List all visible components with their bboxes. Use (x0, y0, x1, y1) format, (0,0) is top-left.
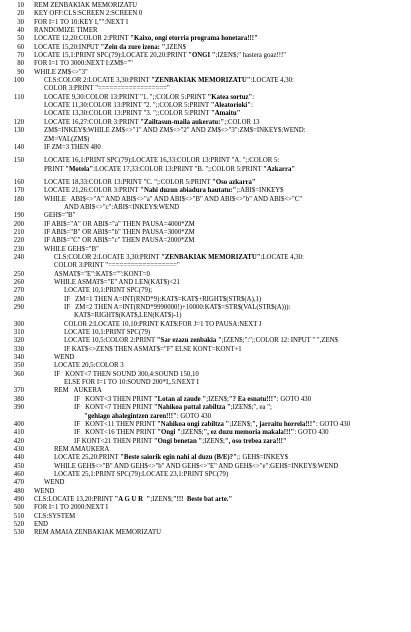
code-segment: : GOTO 430 (176, 412, 211, 420)
code-segment: ZM$=INKEY$:WHILE ZM$<>"1" AND ZM$<>"2" AND ZM$<>"3":ZM$=INKEY$:WEND: (44, 127, 306, 135)
code-line (0, 362, 411, 370)
code-line (0, 337, 411, 345)
code-segment: ;IZEN$;" hastera goaz!!!" (215, 52, 287, 60)
string-literal: "Katea sortuz" (207, 93, 253, 101)
code-line (0, 521, 411, 529)
code-line (0, 396, 411, 404)
string-literal: "Nahikoa ongi zabiltza " (157, 420, 230, 428)
code-text (34, 279, 411, 287)
code-line (0, 110, 411, 118)
code-text (34, 454, 411, 462)
line-number: 440 (13, 454, 24, 462)
code-text (34, 157, 411, 165)
code-text (34, 379, 411, 387)
string-literal: "Nahikoa pattal zabiltza " (153, 404, 231, 412)
code-segment: LOCATE 10,1:PRINT SPC(79); (64, 287, 153, 295)
code-segment: LOCATE 25,20:PRINT (54, 454, 121, 462)
code-segment: LOCATE 10,1:PRINT SPC(79) (64, 329, 151, 337)
line-number: 180 (13, 195, 24, 203)
code-segment: LOCATE 21,26:COLOR 3:PRINT (44, 187, 141, 195)
string-literal: ", jarraitu horrela!!!" (252, 420, 316, 428)
line-number: 150 (13, 157, 24, 165)
string-literal: ", ez duzu memoria makala!!!" (203, 429, 295, 437)
code-segment: IF KONT<7 THEN PRINT (74, 404, 154, 412)
code-line (0, 304, 411, 312)
code-text (34, 321, 411, 329)
code-segment: KAT$=RIGHT$(KAT$,LEN(KAT$)-1) (74, 312, 182, 320)
string-literal: "Amaitu" (210, 110, 241, 118)
code-text (34, 10, 411, 18)
code-text (34, 44, 411, 52)
code-segment: LOCATE 13,30:COLOR 13:PRINT "3. ";:COLOR 5:PRINT (44, 110, 211, 118)
code-segment: :LOCATE 17,33:COLOR 13:PRINT "B. ";:COLOR 5:PRINT (93, 165, 264, 173)
code-segment: LOCATE 9,30:COLOR 13:PRINT "1. ";:COLOR 5:PRINT (44, 93, 208, 101)
code-text (34, 479, 411, 487)
code-segment: :LOCATE 4,30: (260, 253, 304, 261)
line-number: 390 (13, 404, 24, 412)
code-segment: CLS:LOCATE 13,20:PRINT (34, 495, 115, 503)
code-segment: LOCATE 11,30:COLOR 13:PRINT "2. ";:COLOR 5:PRINT (44, 102, 211, 110)
line-number: 140 (13, 143, 24, 151)
code-line (0, 529, 411, 537)
code-text (34, 119, 411, 127)
code-line (0, 312, 411, 320)
line-number: 300 (13, 320, 24, 328)
code-segment: PRINT (44, 165, 66, 173)
line-number: 460 (13, 470, 24, 478)
code-line (0, 429, 411, 437)
code-segment: COLOR 3:PRINT "==================" (54, 262, 180, 270)
code-text (34, 296, 411, 304)
line-number: 10 (17, 2, 24, 9)
code-text (34, 371, 411, 379)
code-segment: IF KAT$<>ZEN$ THEN ASMAT$="F" ELSE KONT=KONT+1 (64, 345, 242, 353)
code-segment: COLOR 2:LOCATE 10,10:PRINT KAT$:FOR J=1 TO PAUSA:NEXT J (64, 320, 262, 328)
code-segment: LOCATE 15,20:INPUT (34, 43, 101, 51)
code-line (0, 127, 411, 135)
code-line (0, 166, 411, 174)
code-line (0, 52, 411, 60)
code-line (0, 438, 411, 446)
code-segment: LOCATE 16,27:COLOR 3:PRINT (44, 118, 141, 126)
code-segment: : (252, 93, 255, 101)
code-segment: WEND (54, 354, 75, 362)
code-segment: ;:COLOR 13 (224, 118, 260, 126)
code-text (34, 304, 411, 312)
code-segment: REM AMAIA ZENBAKIAK MEMORIZATU (34, 529, 162, 537)
line-number: 520 (13, 520, 24, 528)
code-line (0, 296, 411, 304)
code-segment: CLS:COLOR 2:LOCATE 3,30:PRINT (54, 253, 162, 261)
code-text (34, 429, 411, 437)
code-text (34, 237, 411, 245)
code-line (0, 446, 411, 454)
code-text (34, 471, 411, 479)
code-segment: WHILE ASMAT$="E" AND LEN(KAT$)<21 (54, 279, 180, 286)
code-line (0, 379, 411, 387)
code-line (0, 221, 411, 229)
code-text (34, 404, 411, 412)
code-text (34, 85, 411, 93)
code-line (0, 321, 411, 329)
string-literal: "gehiago ahalegintzen zaren!!!" (84, 412, 177, 420)
code-line (0, 287, 411, 295)
line-number: 120 (13, 118, 24, 126)
code-segment: WHILE GEH$="B" (44, 245, 99, 253)
string-literal: "Zein da zure izena: " (100, 43, 166, 51)
code-text (34, 221, 411, 229)
code-text (34, 337, 411, 345)
string-literal: "Kaixo, ongi etorria programa honetara!!!" (130, 35, 258, 43)
code-line (0, 144, 411, 152)
code-text (34, 196, 411, 204)
string-literal: "Motela" (65, 165, 94, 173)
line-number: 380 (13, 395, 24, 403)
code-text (34, 187, 411, 195)
code-segment: WHILE GEH$<>"B" AND GEH$<>"b" AND GEH$<>"E" AND GEH$<>"e":GEH$=INKEY$:WEND (54, 462, 339, 470)
code-segment: :LOCATE 4,30: (250, 77, 294, 85)
line-number: 400 (13, 420, 24, 428)
code-segment: WEND (44, 479, 65, 487)
code-segment: : GOTO 430 (294, 429, 329, 437)
code-line (0, 513, 411, 521)
code-segment: LOCATE 20,5:COLOR 3 (54, 362, 124, 370)
line-number: 420 (13, 437, 24, 445)
code-segment: IF KONT<3 THEN PRINT (74, 395, 154, 403)
code-text (34, 287, 411, 295)
string-literal: "Lotan al zaude " (153, 395, 207, 403)
code-segment: CLS:SYSTEM (34, 512, 76, 520)
line-number: 500 (13, 504, 24, 512)
code-text (34, 136, 411, 144)
code-line (0, 157, 411, 165)
code-segment: LOCATE 18,33:COLOR 13:PRINT "C. ";:COLOR 5:PRINT (44, 178, 213, 186)
code-segment: LOCATE 12,20:COLOR 2:PRINT (34, 35, 131, 43)
code-line (0, 237, 411, 245)
code-line (0, 471, 411, 479)
line-number: 260 (13, 279, 24, 286)
line-number: 290 (13, 304, 24, 312)
code-segment: IF ZM=3 THEN 480 (44, 143, 101, 151)
line-number: 80 (17, 60, 24, 68)
line-number: 30 (17, 18, 24, 26)
code-segment: WEND (34, 487, 55, 495)
code-segment: IF ZM=1 THEN A=INT(RND*9):KAT$=KAT$+RIGHT$(STR$(A),1) (64, 295, 262, 303)
code-line (0, 35, 411, 43)
code-segment: ;IZEN$; (206, 395, 229, 403)
line-number: 530 (13, 529, 24, 537)
line-number: 100 (13, 77, 24, 85)
code-line (0, 85, 411, 93)
code-segment: WHILE ZM$<>"3" (34, 68, 88, 76)
code-segment: KEY OFF:CLS:SCREEN 2:SCREEN 0 (34, 10, 143, 18)
string-literal: "!!! Beste bat arte." (172, 495, 233, 503)
code-segment: ;IZEN$; (180, 429, 204, 437)
code-text (34, 229, 411, 237)
string-literal: "Sar ezazu zenbakia " (156, 337, 222, 345)
code-segment: FOR I=1 TO 2000:NEXT I (34, 504, 109, 512)
code-segment: RANDOMIZE TIMER (34, 27, 98, 35)
code-segment: IF KONT<16 THEN PRINT (74, 429, 158, 437)
code-line (0, 27, 411, 35)
line-number: 60 (17, 43, 24, 51)
code-line (0, 262, 411, 270)
code-segment: IF KONT<21 THEN PRINT (74, 437, 154, 445)
line-number: 230 (13, 245, 24, 253)
code-line (0, 212, 411, 220)
code-line (0, 179, 411, 187)
code-segment: ASMAT$="E":KAT$="":KONT=0 (54, 270, 150, 278)
line-number: 160 (13, 178, 24, 186)
code-text (34, 166, 411, 174)
code-segment: : GOTO 430 (276, 395, 312, 403)
code-text (34, 529, 411, 537)
code-line (0, 346, 411, 354)
code-segment: IF ABI$="A" OR ABI$="a" THEN PAUSA=4000*ZM (44, 220, 195, 228)
code-line (0, 94, 411, 102)
code-line (0, 463, 411, 471)
line-number: 270 (13, 287, 24, 295)
string-literal: "Ongi benetan " (153, 437, 203, 445)
code-text (34, 27, 411, 35)
code-segment: IF ABI$="C" OR ABI$="c" THEN PAUSA=2000*ZM (44, 237, 195, 245)
code-line (0, 413, 411, 421)
code-text (34, 271, 411, 279)
code-line (0, 479, 411, 487)
code-text (34, 94, 411, 102)
line-number: 240 (13, 253, 24, 261)
line-number: 480 (13, 487, 24, 495)
code-text (34, 421, 411, 429)
code-line (0, 19, 411, 27)
code-line (0, 354, 411, 362)
string-literal: "Nahi duzun abiadura hautatu:" (140, 187, 237, 195)
code-text (34, 246, 411, 254)
line-number: 210 (13, 228, 24, 236)
code-text (34, 60, 411, 68)
code-line (0, 271, 411, 279)
code-line (0, 196, 411, 204)
code-segment: END (34, 520, 48, 528)
code-text (34, 354, 411, 362)
code-segment: GEH$="B" (44, 212, 76, 220)
code-segment: ;IZEN$; (229, 420, 252, 428)
code-segment: ;IZEN$; (150, 495, 173, 503)
code-text (34, 463, 411, 471)
code-line (0, 279, 411, 287)
code-segment: ;IZEN$;", ea "; (230, 404, 272, 412)
line-number: 40 (17, 27, 24, 35)
code-text (34, 35, 411, 43)
string-literal: "ZENBAKIAK MEMORIZATU" (161, 253, 261, 261)
code-segment: LOCATE 16,1:PRINT SPC(79):LOCATE 16,33:COLOR 13:PRINT "A. ";:COLOR 5: (44, 157, 280, 165)
code-text (34, 69, 411, 77)
code-line (0, 102, 411, 110)
line-number: 130 (13, 127, 24, 135)
code-text (34, 19, 411, 27)
code-segment: FOR I=1 TO 3000:NEXT I:ZM$="" (34, 60, 133, 68)
code-segment: IF KONT<7 THEN SOUND 300,4:SOUND 150,10 (54, 370, 199, 378)
line-number: 220 (13, 237, 24, 245)
code-segment: ,IZEN$ (165, 43, 186, 51)
code-segment: REM AUKERA (54, 387, 102, 395)
code-segment: LOCATE 10,5:COLOR 2:PRINT (64, 337, 157, 345)
line-number: 410 (13, 429, 24, 437)
code-segment: AND ABI$<>"c":ABI$=INKEY$:WEND (64, 203, 180, 211)
code-line (0, 136, 411, 144)
code-text (34, 102, 411, 110)
code-line (0, 204, 411, 212)
code-line (0, 119, 411, 127)
code-segment: ;IZEN$; (202, 437, 225, 445)
code-segment: IF ZM=2 THEN A=INT(RND*9990000!)+10000:KAT$=STR$(VAL(STR$(A))): (64, 304, 291, 312)
code-line (0, 44, 411, 52)
code-line (0, 329, 411, 337)
line-number: 450 (13, 462, 24, 470)
code-text (34, 346, 411, 354)
line-number: 320 (13, 337, 24, 345)
line-number: 90 (17, 68, 24, 76)
code-text (34, 438, 411, 446)
line-number: 190 (13, 212, 24, 220)
code-segment: IF ABI$="B" OR ABI$="b" THEN PAUSA=3000*ZM (44, 228, 195, 236)
code-text (34, 254, 411, 262)
code-segment: ;: GEH$=INKEY$ (236, 454, 289, 462)
code-text (34, 496, 411, 504)
line-number: 70 (17, 52, 24, 60)
line-number: 280 (13, 295, 24, 303)
code-segment: FOR I=1 TO 10:KEY I,"":NEXT I (34, 18, 129, 26)
line-number: 360 (13, 370, 24, 378)
code-line (0, 454, 411, 462)
string-literal: "Oso azkarra" (212, 178, 256, 186)
code-text (34, 362, 411, 370)
code-text (34, 110, 411, 118)
line-number: 470 (13, 479, 24, 487)
code-segment: COLOR 3:PRINT "==================" (44, 85, 170, 93)
code-text (34, 204, 411, 212)
line-number: 430 (13, 445, 24, 453)
line-number: 350 (13, 362, 24, 370)
code-line (0, 69, 411, 77)
line-number: 340 (13, 354, 24, 362)
line-number: 330 (13, 345, 24, 353)
code-text (34, 312, 411, 320)
string-literal: "A G U R " (114, 495, 151, 503)
string-literal: "Azkarra" (263, 165, 296, 173)
code-text (34, 413, 411, 421)
code-line (0, 404, 411, 412)
code-line (0, 421, 411, 429)
code-segment: ZM=VAL(ZM$) (44, 135, 90, 143)
string-literal: "Beste saiorik egin nahi al duzu (B/E)?" (120, 454, 237, 462)
code-segment: ELSE FOR I=1 TO 10:SOUND 200*I,.5:NEXT I (64, 379, 199, 387)
string-literal: "Zailtasun-maila aukeratu:" (140, 118, 225, 126)
code-text (34, 513, 411, 521)
line-number: 110 (14, 93, 24, 101)
code-text (34, 52, 411, 60)
line-number: 170 (13, 187, 24, 195)
code-text (34, 504, 411, 512)
code-text (34, 212, 411, 220)
code-line (0, 504, 411, 512)
string-literal: "? Ea esnatu!!!" (228, 395, 277, 403)
line-number: 510 (13, 512, 24, 520)
code-line (0, 229, 411, 237)
code-text (34, 144, 411, 152)
code-text (34, 446, 411, 454)
line-number: 490 (13, 495, 24, 503)
code-segment: REM ZENBAKIAK MEMORIZATU (34, 2, 138, 9)
string-literal: "Ongi " (157, 429, 181, 437)
code-text (34, 179, 411, 187)
code-text (34, 387, 411, 395)
code-line (0, 77, 411, 85)
code-segment: ;:ABI$=INKEY$ (236, 187, 284, 195)
line-number: 200 (13, 220, 24, 228)
code-text (34, 262, 411, 270)
code-segment: CLS:COLOR 2:LOCATE 3,30:PRINT (44, 77, 152, 85)
code-line (0, 10, 411, 18)
code-segment: : GOTO 430 (315, 420, 351, 428)
code-segment: WHILE ABI$<>"A" AND ABI$<>"a" AND ABI$<>"B" AND ABI$<>"b" AND ABI$<>"C" (44, 195, 303, 203)
code-line (0, 2, 411, 10)
code-text (34, 77, 411, 85)
string-literal: "Aleatorioki" (210, 102, 252, 110)
code-segment: LOCATE 15,1:PRINT SPC(79):LOCATE 20,20:PRINT (34, 52, 189, 60)
line-number: 20 (17, 10, 24, 18)
code-line (0, 254, 411, 262)
string-literal: ", oso trebea zara!!!" (224, 437, 287, 445)
line-number: 250 (13, 270, 24, 278)
code-text (34, 2, 411, 10)
code-text (34, 127, 411, 135)
string-literal: "ZENBAKIAK MEMORIZATU" (151, 77, 251, 85)
code-line (0, 187, 411, 195)
code-text (34, 488, 411, 496)
code-text (34, 521, 411, 529)
code-segment: REM AMAUKERA (54, 445, 110, 453)
code-segment: LOCATE 25,1:PRINT SPC(79):LOCATE 23,1:PRINT SPC(79) (54, 470, 229, 478)
code-line (0, 371, 411, 379)
string-literal: "ONGI " (188, 52, 216, 60)
code-line (0, 488, 411, 496)
code-text (34, 396, 411, 404)
code-segment: IF KONT<11 THEN PRINT (74, 420, 158, 428)
line-number: 50 (17, 35, 24, 43)
code-line (0, 60, 411, 68)
code-line (0, 387, 411, 395)
code-segment: ;IZEN$;":";:COLOR 12: INPUT " ",ZEN$ (221, 337, 338, 345)
code-line (0, 496, 411, 504)
line-number: 370 (13, 387, 24, 395)
code-segment: : (251, 102, 253, 110)
code-text (34, 329, 411, 337)
code-line (0, 246, 411, 254)
line-number: 310 (13, 329, 24, 337)
